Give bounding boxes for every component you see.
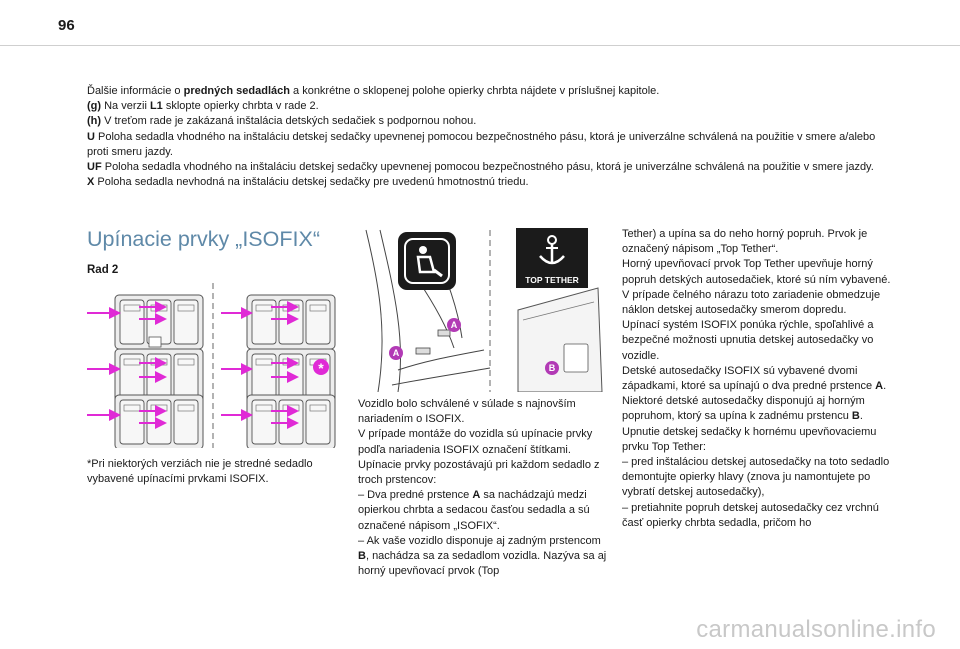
isofix-column-2 <box>358 397 610 579</box>
seat-layout-diagram <box>87 283 347 448</box>
header-divider <box>0 45 960 46</box>
isofix-illustration <box>358 220 610 392</box>
paragraph: V prípade montáže do vozidla sú upínacie prvky podľa nariadenia ISOFIX označení štítkami. <box>358 428 593 456</box>
paragraph: Vozidlo bolo schválené v súlade s najnovším nariadením o ISOFIX. <box>358 398 576 426</box>
page-number: 96 <box>58 17 75 34</box>
paragraph: Niektoré detské autosedačky disponujú aj horným popruhom, ktorý sa upína k zadnému prstencu B. <box>622 395 865 423</box>
legend-u: U Poloha sedadla vhodného na inštaláciu detskej sedačky upevnenej pomocou bezpečnostného pásu, ktorá je univerzálne schválená na použitie v smere a/alebo proti smeru jazdy. <box>87 130 876 158</box>
seat-row-3-right <box>247 395 335 448</box>
isofix-column-3 <box>622 227 892 531</box>
marker-a-lower: A <box>389 346 403 360</box>
paragraph: Horný upevňovací prvok Top Tether upevňuje horný popruh detských autosedačiek, ktoré sú ním vybavené. V prípade čelného nárazu toto zariadenie obmedzuje náklon detskej autosedačky smerom dopredu. <box>622 258 891 317</box>
paragraph: Upínacie prvky pozostávajú pri každom sedadlo z troch prstencov: <box>358 458 600 487</box>
intro-text <box>87 84 877 190</box>
marker-a-upper: A <box>447 318 461 332</box>
seat-group-left <box>87 295 203 448</box>
note-g: (g) Na verzii L1 sklopte opierky chrbta v rade 2. <box>87 100 319 113</box>
legend-x: X Poloha sedadla nevhodná na inštaláciu detskej sedačky pre uvedenú hmotnostnú triedu. <box>87 176 529 189</box>
paragraph: Detské autosedačky ISOFIX sú vybavené dvomi západkami, ktoré sa upínajú o dva predné prstence A. <box>622 364 887 393</box>
top-tether-icon <box>516 228 588 288</box>
seat-group-right <box>221 295 335 448</box>
paragraph: Upínací systém ISOFIX ponúka rýchle, spoľahlivé a bezpečné možnosti upnutia detskej autosedačky vo vozidle. <box>622 319 874 362</box>
asterisk-marker-label: * <box>318 360 324 376</box>
footnote: *Pri niektorých verziách nie je stredné sedadlo vybavené upínacími prvkami ISOFIX. <box>87 458 313 486</box>
legend-uf: UF Poloha sedadla vhodného na inštaláciu detskej sedačky upevnenej pomocou bezpečnostného pásu, ktorá je univerzálne schválená na použitie v smere jazdy. <box>87 161 874 174</box>
top-tether-label: TOP TETHER <box>525 275 579 285</box>
marker-b: B <box>545 361 559 375</box>
bullet-item: – Dva predné prstence A sa nachádzajú medzi opierkou chrbta a sedacou časťou sedadla a sú označené nápisom „ISOFIX“. <box>358 489 590 532</box>
paragraph: Tether) a upína sa do neho horný popruh. Prvok je označený nápisom „Top Tether“. <box>622 228 868 256</box>
seat-row-1-right <box>247 295 335 349</box>
bullet-item: – Ak vaše vozidlo disponuje aj zadným prstencom B, nachádza sa za sedadlom vozidla. Nazýva sa aj horný upevňovací prvok (Top <box>358 534 607 578</box>
seat-row-3-left <box>115 395 203 448</box>
isofix-label-icon <box>398 232 456 290</box>
section-title: Upínacie prvky „ISOFIX“ <box>87 227 320 251</box>
watermark: carmanualsonline.info <box>696 616 936 643</box>
paragraph: Upnutie detskej sedačky k hornému upevňovaciemu prvku Top Tether: <box>622 425 877 453</box>
bullet-item: – pred inštaláciou detskej autosedačky na toto sedadlo demontujte opierky hlavy (znova ju namontujete po vybratí detskej autosedačky), <box>622 456 890 499</box>
note-h: (h) V treťom rade je zakázaná inštalácia detských sedačiek s podpornou nohou. <box>87 115 477 128</box>
intro-paragraph: Ďalšie informácie o predných sedadlách a konkrétne o sklopenej polohe opierky chrbta nájdete v príslušnej kapitole. <box>87 85 660 97</box>
subheading-row-2: Rad 2 <box>87 264 119 276</box>
bullet-item: – pretiahnite popruh detskej autosedačky cez vrchnú časť opierky chrbta sedadla, pričom ho <box>622 501 879 529</box>
